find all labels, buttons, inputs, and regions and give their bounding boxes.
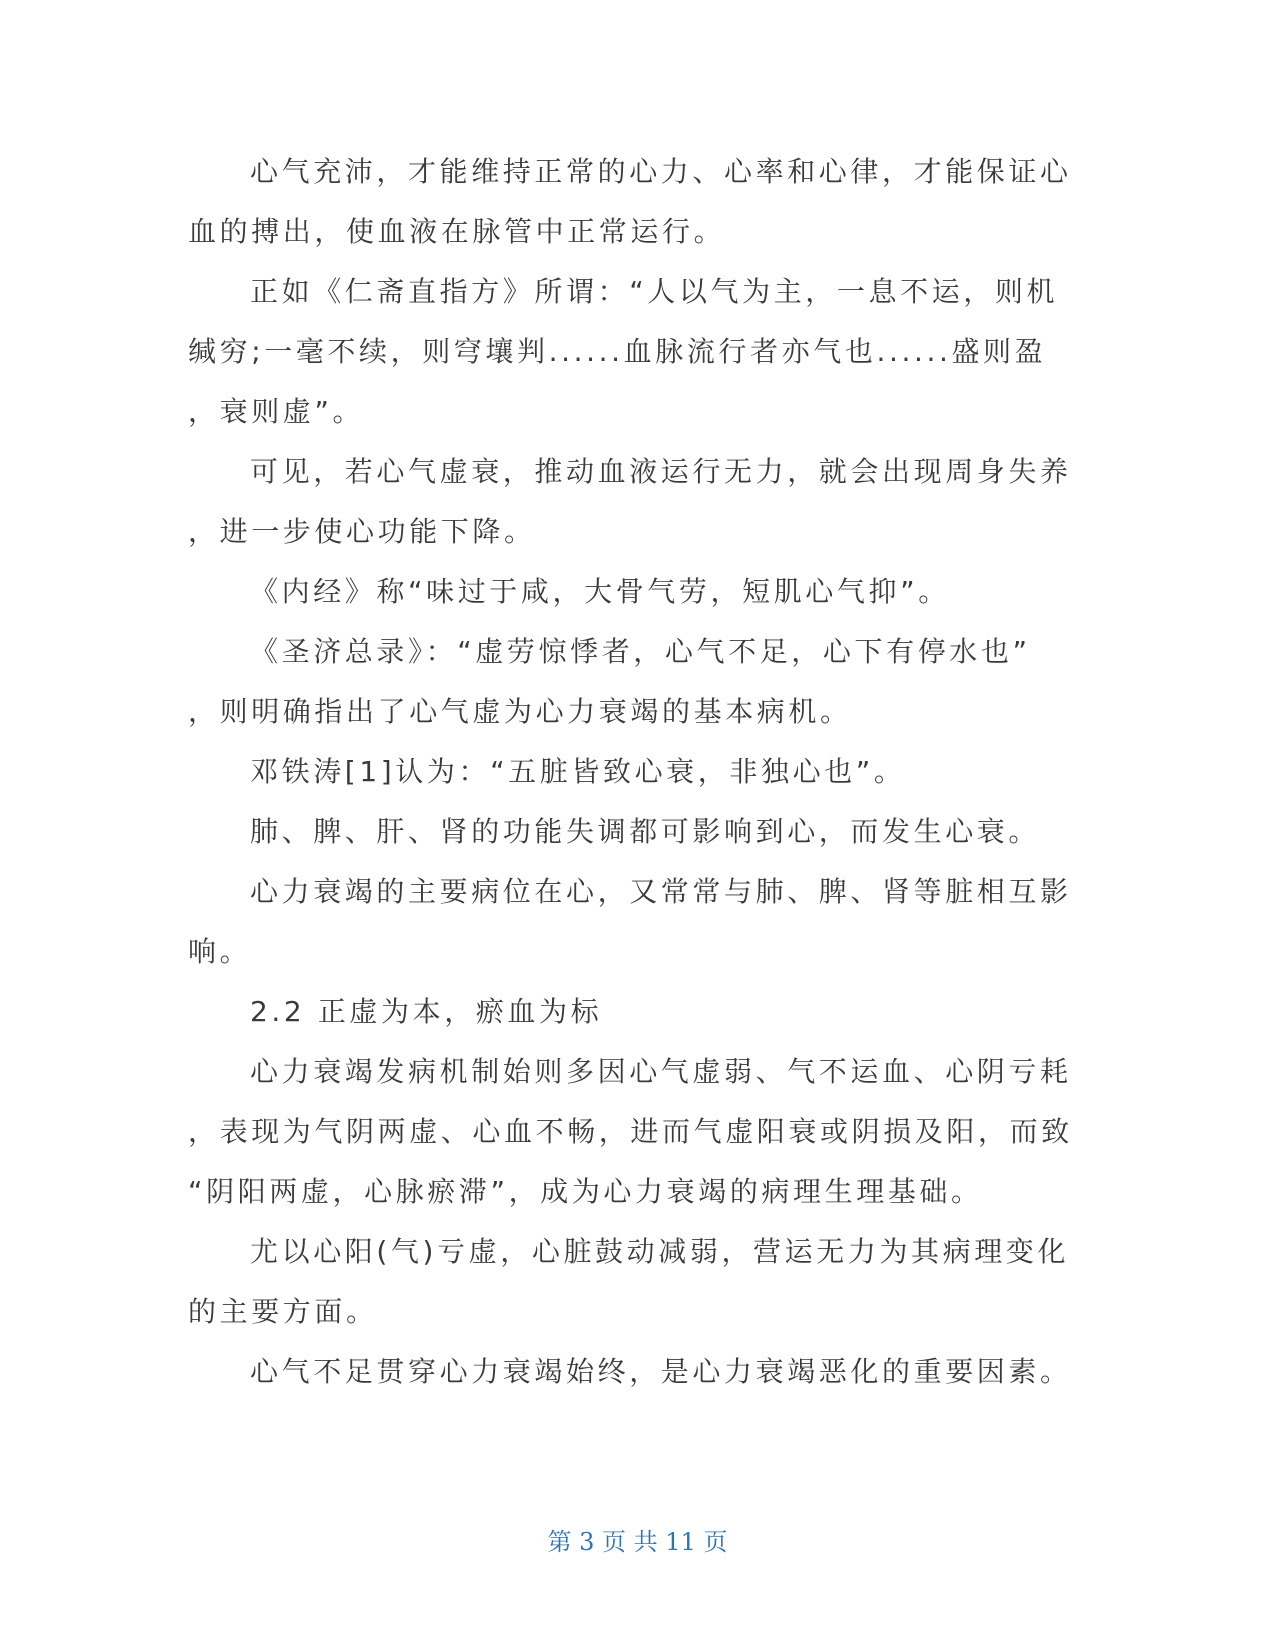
paragraph-line: 心力衰竭的主要病位在心，又常常与肺、脾、肾等脏相互影 xyxy=(250,875,1072,908)
paragraph-line: 《内经》称“味过于咸，大骨气劳，短肌心气抑”。 xyxy=(250,575,950,608)
paragraph-line: 心力衰竭发病机制始则多因心气虚弱、气不运血、心阴亏耗 xyxy=(250,1055,1072,1088)
paragraph-line: 响。 xyxy=(188,935,252,968)
paragraph-line: ，则明确指出了心气虚为心力衰竭的基本病机。 xyxy=(188,695,852,728)
paragraph-line: 邓铁涛[1]认为：“五脏皆致心衰，非独心也”。 xyxy=(250,755,906,788)
paragraph-line: 的主要方面。 xyxy=(188,1295,378,1328)
paragraph-line: ，进一步使心功能下降。 xyxy=(188,515,536,548)
paragraph-line: 《圣济总录》：“虚劳惊悸者，心气不足，心下有停水也” xyxy=(250,635,1031,668)
paragraph-line: 正如《仁斋直指方》所谓：“人以气为主，一息不运，则机 xyxy=(250,275,1059,308)
paragraph-line: 心气充沛，才能维持正常的心力、心率和心律，才能保证心 xyxy=(250,155,1072,188)
paragraph-line: 可见，若心气虚衰，推动血液运行无力，就会出现周身失养 xyxy=(250,455,1072,488)
paragraph-line: “阴阳两虚，心脉瘀滞”，成为心力衰竭的病理生理基础。 xyxy=(188,1175,983,1208)
paragraph-line: ，衰则虚”。 xyxy=(188,395,365,428)
paragraph-line: 尤以心阳(气)亏虚，心脏鼓动减弱，营运无力为其病理变化 xyxy=(250,1235,1070,1268)
body-text xyxy=(188,142,1073,1402)
paragraph-line: 心气不足贯穿心力衰竭始终，是心力衰竭恶化的重要因素。 xyxy=(250,1355,1072,1388)
paragraph-line: 肺、脾、肝、肾的功能失调都可影响到心，而发生心衰。 xyxy=(250,815,1041,848)
paragraph-line: ，表现为气阴两虚、心血不畅，进而气虚阳衰或阴损及阳，而致 xyxy=(188,1115,1073,1148)
section-heading: 2.2 正虚为本，瘀血为标 xyxy=(250,995,603,1028)
paragraph-line: 缄穷;一毫不续，则穹壤判......血脉流行者亦气也......盛则盈 xyxy=(188,335,1047,368)
page-number-footer: 第 3 页 共 11 页 xyxy=(547,1528,728,1556)
paragraph-line: 血的搏出，使血液在脉管中正常运行。 xyxy=(188,215,726,248)
